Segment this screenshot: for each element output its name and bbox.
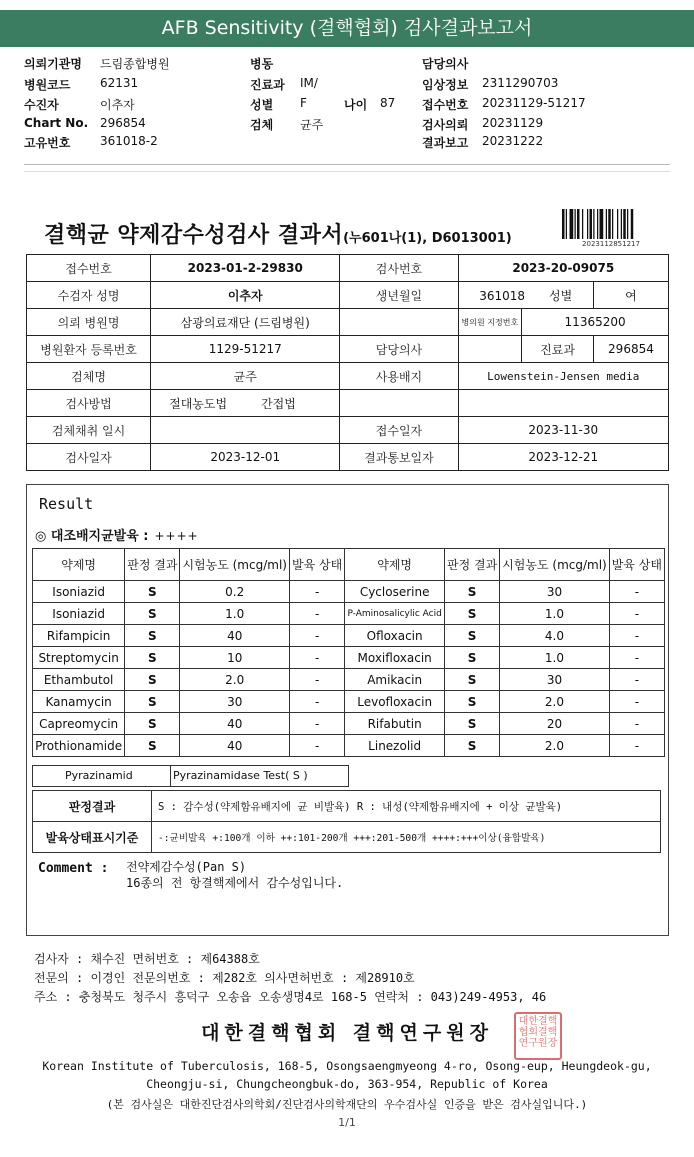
- info-row: [27, 282, 669, 309]
- info-cell: 여: [593, 282, 668, 309]
- info-cell: 사용배지: [340, 363, 458, 390]
- drug-cell: -: [609, 735, 664, 757]
- column-header: 발육 상태: [289, 549, 344, 581]
- drug-row: [33, 735, 665, 757]
- drug-cell: Cycloserine: [345, 581, 445, 603]
- drug-row: [33, 669, 665, 691]
- document-subtitle: (누601나(1), D6013001): [343, 231, 512, 246]
- drug-cell: -: [609, 647, 664, 669]
- drug-cell: Linezolid: [345, 735, 445, 757]
- drug-row: [33, 713, 665, 735]
- column-header: 약제명: [345, 549, 445, 581]
- drug-cell: 0.2: [180, 581, 290, 603]
- drug-cell: 10: [180, 647, 290, 669]
- barcode: [562, 209, 660, 239]
- drug-cell: S: [445, 603, 500, 625]
- legend-label: 발육상태표시기준: [33, 822, 152, 853]
- drug-cell: 2.0: [500, 735, 610, 757]
- info-cell: 검사번호: [340, 255, 458, 282]
- clinical-value: 2311290703: [482, 76, 559, 90]
- info-cell: [151, 417, 340, 444]
- uid-value: 361018-2: [100, 134, 158, 148]
- info-cell: 담당의사: [340, 336, 458, 363]
- info-cell: 2023-01-2-29830: [151, 255, 340, 282]
- sex-value: F: [300, 96, 307, 110]
- method-value: 절대농도법: [169, 396, 228, 411]
- info-cell: 검사일자: [27, 444, 151, 471]
- drug-cell: 4.0: [500, 625, 610, 647]
- drug-cell: S: [125, 713, 180, 735]
- report-label: 결과보고: [422, 136, 469, 150]
- drug-cell: S: [125, 735, 180, 757]
- drug-cell: P-Aminosalicylic Acid: [345, 603, 445, 625]
- info-cell: 이추자: [151, 282, 340, 309]
- drug-cell: S: [125, 647, 180, 669]
- request-label: 검사의뢰: [422, 118, 469, 132]
- legend-value: -:균비발육 +:100개 이하 ++:101-200개 +++:201-500개 ++++:+++이상(융합발육): [152, 822, 661, 853]
- header-divider: [24, 164, 670, 165]
- birth-value: 361018: [479, 288, 526, 303]
- age-value: 87: [380, 96, 396, 110]
- drug-cell: 30: [180, 691, 290, 713]
- info-cell: 2023-12-21: [458, 444, 668, 471]
- comment-label: Comment :: [38, 861, 109, 876]
- drug-cell: Amikacin: [345, 669, 445, 691]
- drug-susceptibility-table: [32, 548, 665, 757]
- info-cell: 2023-11-30: [458, 417, 668, 444]
- sex-label: 성별: [549, 288, 573, 303]
- drug-header-row: [33, 549, 665, 581]
- drug-row: [33, 625, 665, 647]
- drug-cell: S: [445, 625, 500, 647]
- drug-cell: Levofloxacin: [345, 691, 445, 713]
- drug-cell: 30: [500, 669, 610, 691]
- patient-value: 이추자: [100, 98, 135, 112]
- info-cell: 결과통보일자: [340, 444, 458, 471]
- age-label: 나이: [344, 98, 368, 112]
- drug-cell: 1.0: [500, 603, 610, 625]
- drug-row: [33, 603, 665, 625]
- info-cell: 2023-12-01: [151, 444, 340, 471]
- info-cell: 11365200: [522, 309, 669, 336]
- drug-cell: S: [125, 603, 180, 625]
- drug-cell: S: [445, 581, 500, 603]
- report-banner: AFB Sensitivity (결핵협회) 검사결과보고서: [0, 10, 694, 47]
- info-row: [27, 255, 669, 282]
- drug-cell: 20: [500, 713, 610, 735]
- drug-cell: Isoniazid: [33, 581, 125, 603]
- info-row: [27, 390, 669, 417]
- column-header: 발육 상태: [609, 549, 664, 581]
- hospcode-label: 병원코드: [24, 78, 71, 92]
- info-cell: 1129-51217: [151, 336, 340, 363]
- drug-cell: 1.0: [180, 603, 290, 625]
- info-cell: 수검자 성명: [27, 282, 151, 309]
- info-cell: [458, 336, 522, 363]
- drug-cell: S: [445, 691, 500, 713]
- drug-row: [33, 581, 665, 603]
- pza-label: Pyrazinamid: [33, 766, 171, 786]
- page-number: 1/1: [338, 1116, 356, 1129]
- specimen-value: 균주: [300, 118, 324, 132]
- info-cell: 진료과: [522, 336, 594, 363]
- drug-cell: -: [609, 713, 664, 735]
- drug-cell: -: [609, 669, 664, 691]
- drug-cell: -: [289, 647, 344, 669]
- address-line: 주소 : 충청북도 청주시 흥덕구 오송읍 오송생명4로 168-5 연락처 : 043)249-4953, 46: [34, 990, 547, 1004]
- hospital-value: 드림종합병원: [100, 57, 170, 71]
- drug-row: [33, 691, 665, 713]
- hospcode-value: 62131: [100, 76, 139, 90]
- drug-cell: Kanamycin: [33, 691, 125, 713]
- comment-line: 전약제감수성(Pan S): [126, 860, 247, 874]
- certification-note: (본 검사실은 대한진단검사의학회/진단검사의학재단의 우수검사실 인증을 받은 검사실입니다.): [106, 1098, 588, 1111]
- legend-row: [33, 822, 661, 853]
- drug-cell: -: [609, 603, 664, 625]
- drug-cell: -: [289, 669, 344, 691]
- drug-cell: -: [289, 713, 344, 735]
- info-cell: 검체채취 일시: [27, 417, 151, 444]
- english-address-2: Cheongju-si, Chungcheongbuk-do, 363-954, Republic of Korea: [146, 1077, 548, 1091]
- clinical-label: 임상정보: [422, 78, 469, 92]
- info-cell: 296854: [593, 336, 668, 363]
- english-address-1: Korean Institute of Tuberculosis, 168-5, Osongsaengmyeong 4-ro, Osong-eup, Heungdeok-gu,: [42, 1059, 652, 1073]
- drug-cell: -: [289, 735, 344, 757]
- legend-row: [33, 791, 661, 822]
- info-cell: 의뢰 병원명: [27, 309, 151, 336]
- uid-label: 고유번호: [24, 136, 71, 150]
- info-row: [27, 444, 669, 471]
- accession-value: 20231129-51217: [482, 96, 586, 110]
- column-header: 판정 결과: [445, 549, 500, 581]
- drug-cell: 1.0: [500, 647, 610, 669]
- info-row: [27, 309, 669, 336]
- info-cell: 삼광의료재단 (드림병원): [151, 309, 340, 336]
- drug-cell: S: [445, 735, 500, 757]
- drug-cell: 30: [500, 581, 610, 603]
- dept-value: IM/: [300, 76, 318, 90]
- drug-cell: 40: [180, 625, 290, 647]
- drug-cell: -: [609, 691, 664, 713]
- info-cell: [340, 309, 458, 336]
- drug-cell: Rifabutin: [345, 713, 445, 735]
- info-cell: [340, 390, 458, 417]
- accession-label: 접수번호: [422, 98, 469, 112]
- drug-cell: 40: [180, 735, 290, 757]
- drug-cell: Capreomycin: [33, 713, 125, 735]
- drug-cell: Rifampicin: [33, 625, 125, 647]
- official-seal: 대한결핵 협회결핵 연구원장: [514, 1012, 562, 1060]
- chart-label: Chart No.: [24, 116, 89, 130]
- patient-label: 수진자: [24, 98, 59, 112]
- header-divider-2: [24, 171, 670, 172]
- drug-cell: Ofloxacin: [345, 625, 445, 647]
- institute-name: 대한결핵협회 결핵연구원장: [201, 1022, 493, 1044]
- info-cell: 접수번호: [27, 255, 151, 282]
- legend-label: 판정결과: [33, 791, 152, 822]
- control-label: ◎ 대조배지균발육 :: [35, 529, 149, 544]
- pyrazinamide-row: [32, 765, 349, 787]
- comment-line: 16종의 전 항결핵제에서 감수성입니다.: [126, 876, 344, 890]
- info-cell: 검사방법: [27, 390, 151, 417]
- drug-cell: 40: [180, 713, 290, 735]
- info-row: [27, 336, 669, 363]
- drug-cell: S: [125, 581, 180, 603]
- patient-header: [24, 55, 674, 155]
- sex-label: 성별: [250, 98, 274, 112]
- drug-cell: -: [289, 625, 344, 647]
- specimen-label: 검체: [250, 118, 274, 132]
- control-value: ++++: [154, 529, 199, 543]
- column-header: 판정 결과: [125, 549, 180, 581]
- drug-cell: S: [445, 647, 500, 669]
- drug-cell: 2.0: [180, 669, 290, 691]
- info-cell: 균주: [151, 363, 340, 390]
- drug-cell: Streptomycin: [33, 647, 125, 669]
- ward-label: 병동: [250, 57, 274, 71]
- drug-row: [33, 647, 665, 669]
- info-cell: 검체명: [27, 363, 151, 390]
- info-row: [27, 417, 669, 444]
- drug-cell: -: [609, 625, 664, 647]
- info-cell: 병원환자 등록번호: [27, 336, 151, 363]
- drug-cell: S: [125, 625, 180, 647]
- doctor-label: 담당의사: [422, 57, 469, 71]
- drug-cell: Ethambutol: [33, 669, 125, 691]
- drug-cell: S: [445, 669, 500, 691]
- drug-cell: S: [125, 669, 180, 691]
- drug-cell: -: [289, 581, 344, 603]
- info-cell: 병의원 지정번호: [458, 309, 522, 336]
- legend-table: [32, 790, 661, 853]
- info-row: [27, 363, 669, 390]
- hospital-label: 의뢰기관명: [24, 57, 82, 71]
- document-title-text: 결핵균 약제감수성검사 결과서: [44, 223, 344, 248]
- info-cell: 접수일자: [340, 417, 458, 444]
- drug-cell: -: [289, 691, 344, 713]
- drug-cell: 2.0: [500, 691, 610, 713]
- request-value: 20231129: [482, 116, 544, 130]
- info-cell: 2023-20-09075: [458, 255, 668, 282]
- result-title: Result: [39, 495, 94, 513]
- drug-cell: -: [289, 603, 344, 625]
- drug-cell: S: [125, 691, 180, 713]
- specialist-line: 전문의 : 이경인 전문의번호 : 제282호 의사면허번호 : 제28910호: [34, 971, 415, 985]
- report-value: 20231222: [482, 134, 544, 148]
- info-cell: 생년월일: [340, 282, 458, 309]
- request-info-table: [26, 254, 669, 471]
- column-header: 시험농도 (mcg/ml): [180, 549, 290, 581]
- info-cell: [151, 390, 340, 417]
- barcode-number: 2023112851217: [582, 240, 640, 248]
- drug-cell: Isoniazid: [33, 603, 125, 625]
- info-cell: [458, 390, 668, 417]
- drug-cell: -: [609, 581, 664, 603]
- examiner-line: 검사자 : 채수진 면허번호 : 제64388호: [34, 952, 260, 966]
- column-header: 시험농도 (mcg/ml): [500, 549, 610, 581]
- control-growth: [35, 525, 199, 544]
- column-header: 약제명: [33, 549, 125, 581]
- drug-cell: Prothionamide: [33, 735, 125, 757]
- info-cell: Lowenstein-Jensen media: [458, 363, 668, 390]
- document-title: [44, 218, 512, 249]
- drug-cell: S: [445, 713, 500, 735]
- method-value-2: 간접법: [261, 396, 296, 411]
- drug-cell: Moxifloxacin: [345, 647, 445, 669]
- pza-value: Pyrazinamidase Test( S ): [173, 769, 308, 782]
- dept-label: 진료과: [250, 78, 285, 92]
- chart-value: 296854: [100, 116, 146, 130]
- legend-value: S : 감수성(약제함유배지에 균 비발육) R : 내성(약제함유배지에 + 이상 균발육): [152, 791, 661, 822]
- info-cell: [458, 282, 593, 309]
